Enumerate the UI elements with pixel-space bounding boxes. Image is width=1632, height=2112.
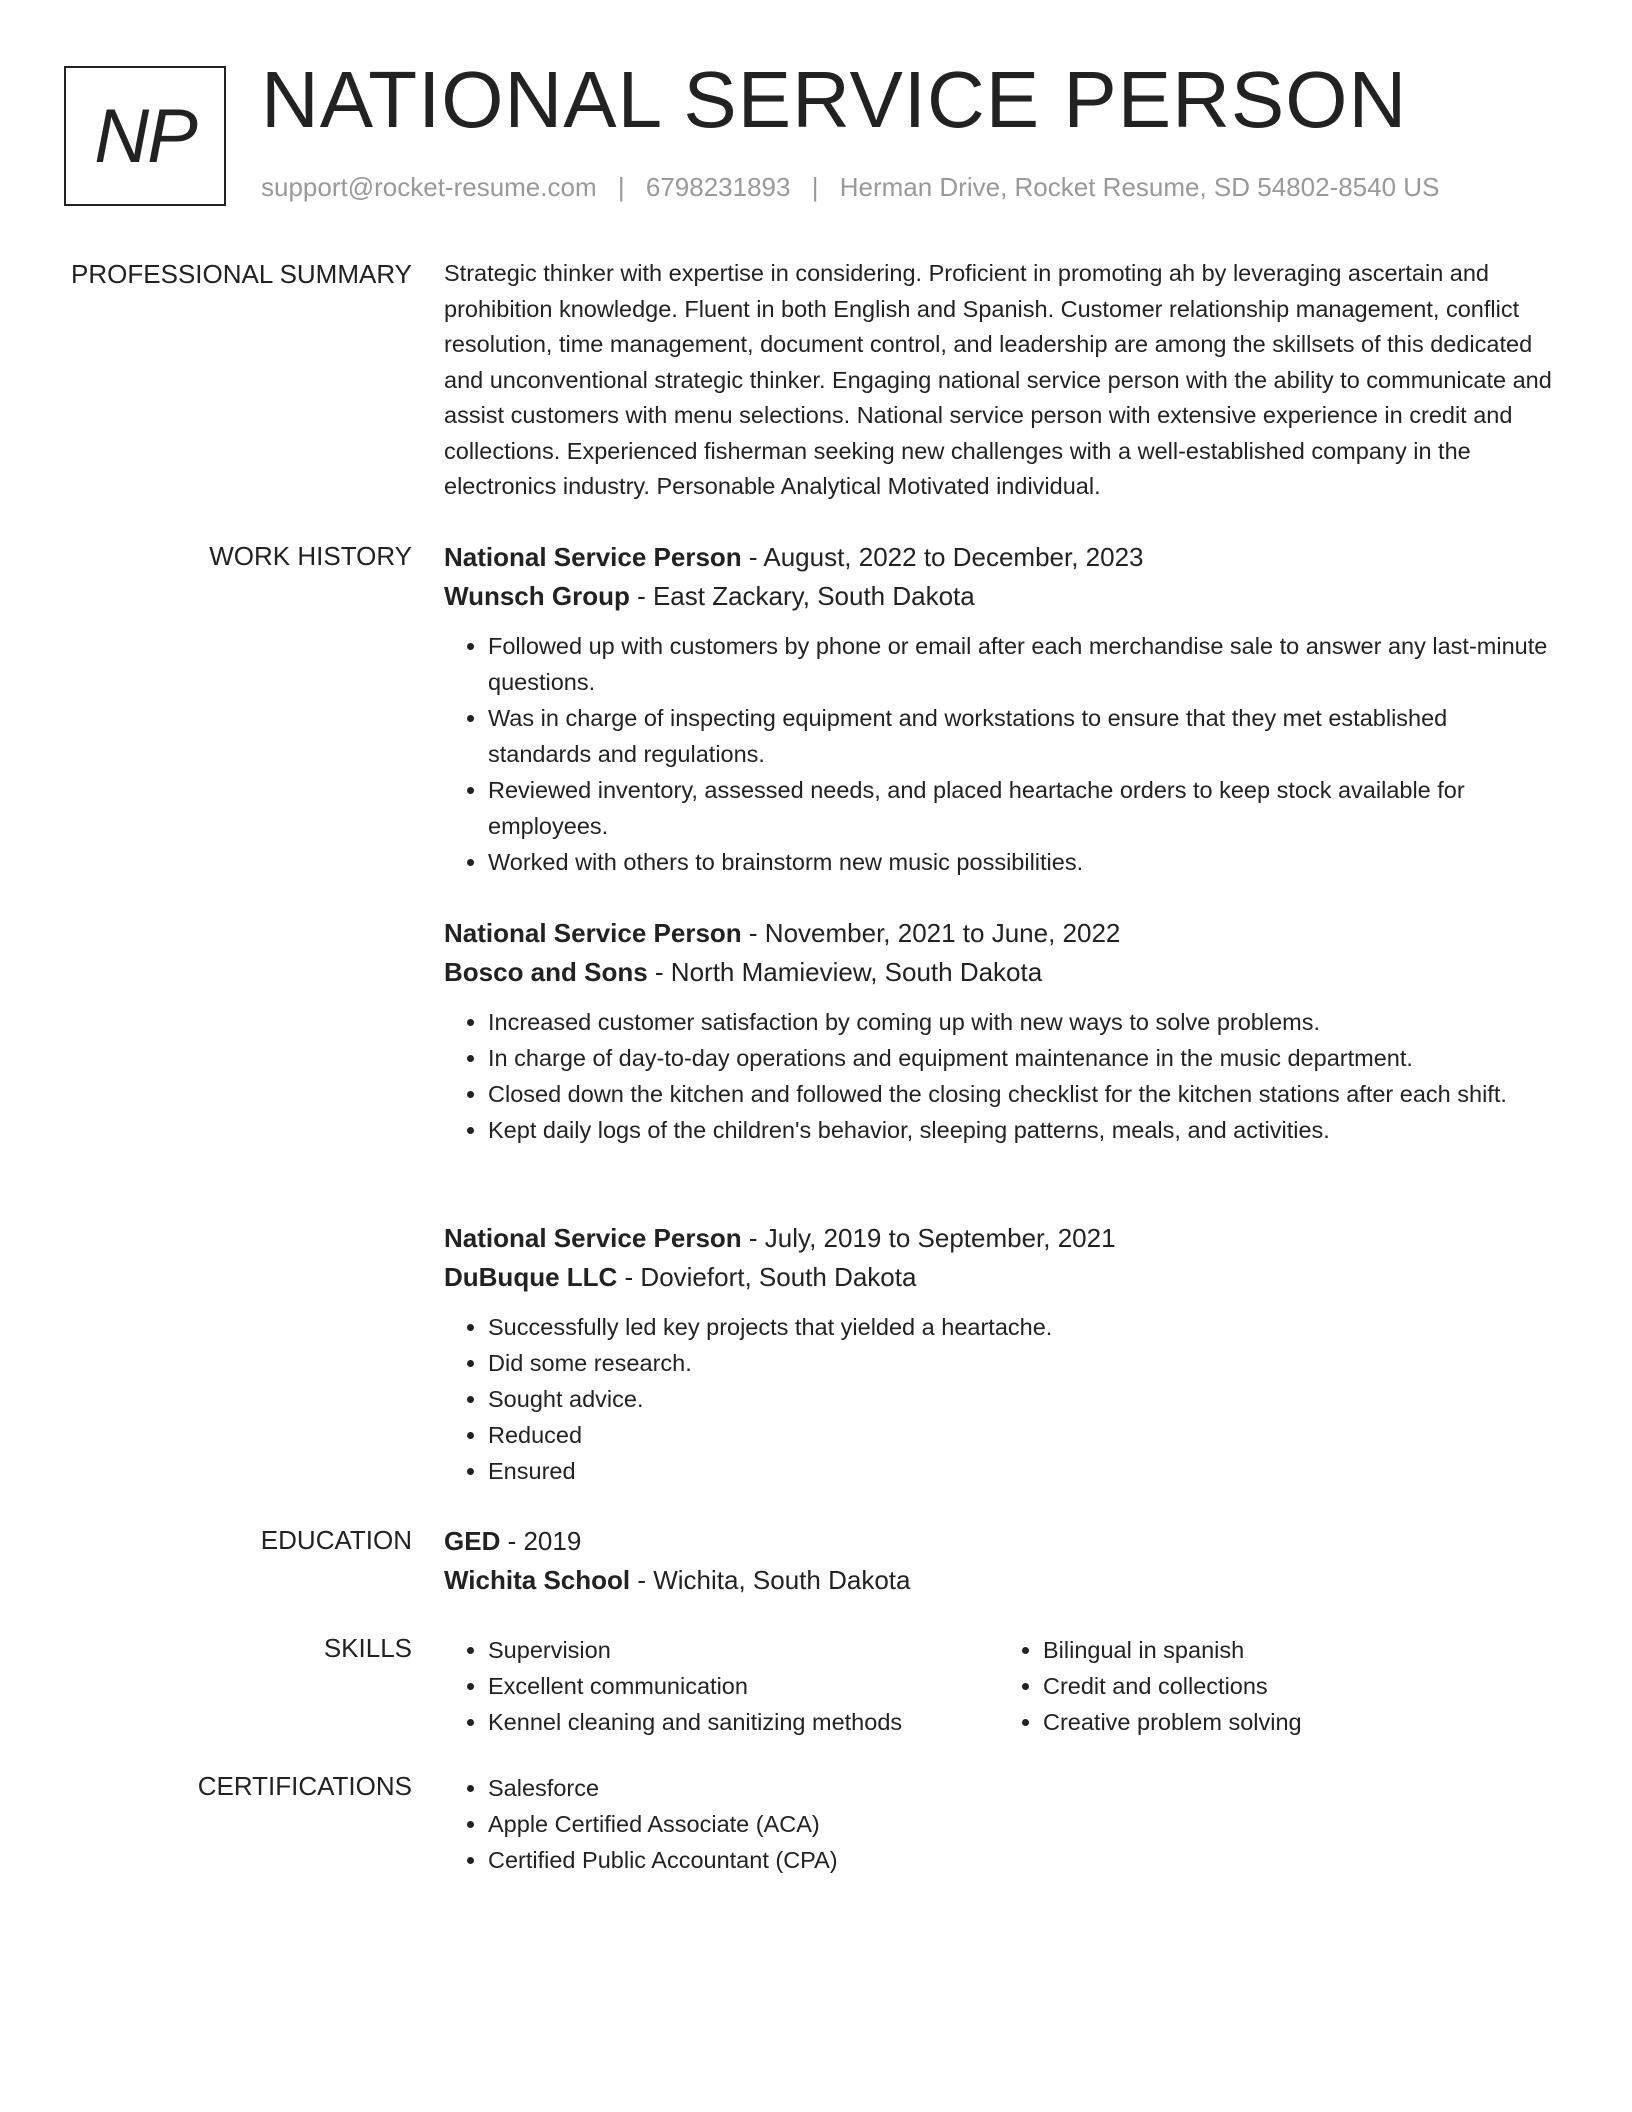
job-bullets [444, 1004, 1554, 1148]
work-history-label: WORK HISTORY [209, 541, 412, 571]
job-company: Wunsch Group [444, 581, 630, 611]
job-title: National Service Person [444, 542, 742, 572]
school-line [444, 1561, 1554, 1600]
initials: NP [94, 93, 196, 179]
skill-item: • Bilingual in spanish [1043, 1632, 1554, 1668]
job-bullet: • Kept daily logs of the children's behavior, sleeping patterns, meals, and activities. [488, 1112, 1554, 1148]
job-title: National Service Person [444, 1223, 742, 1253]
job-bullet: • Ensured [488, 1453, 1554, 1489]
job-bullet: • Closed down the kitchen and followed the closing checklist for the kitchen stations after each shift. [488, 1076, 1554, 1112]
job-company-line [444, 953, 1554, 992]
job-dates: - July, 2019 to September, 2021 [741, 1223, 1116, 1253]
job-company: Bosco and Sons [444, 957, 648, 987]
monogram-box [64, 66, 226, 206]
certification-item: • Salesforce [488, 1770, 1554, 1806]
job-bullet: • Worked with others to brainstorm new music possibilities. [488, 844, 1554, 880]
job-bullets [444, 1309, 1554, 1489]
education-label: EDUCATION [260, 1525, 412, 1555]
job-title-line [444, 1219, 1554, 1258]
job-entry [444, 538, 1554, 880]
skills-label: SKILLS [323, 1633, 412, 1663]
contact-separator: | [617, 172, 625, 202]
contact-email: support@rocket-resume.com [261, 172, 597, 202]
job-bullet: • In charge of day-to-day operations and equipment maintenance in the music department. [488, 1040, 1554, 1076]
contact-line [261, 172, 1439, 203]
certification-item: • Certified Public Accountant (CPA) [488, 1842, 1554, 1878]
job-bullet: • Did some research. [488, 1345, 1554, 1381]
job-dates: - August, 2022 to December, 2023 [741, 542, 1144, 572]
summary-text: Strategic thinker with expertise in considering. Proficient in promoting ah by leveraging ascertain and prohibition knowledge. Fluent in both English and Spanish. Customer relationship management, conflict resolution, time management, document control, and leadership are among the skillsets of this dedicated and unconventional strategic thinker. Engaging national service person with the ability to communicate and assist customers with menu selections. National service person with extensive experience in credit and collections. Experienced fisherman seeking new challenges with a well-established company in the electronics industry. Personable Analytical Motivated individual. [444, 260, 1552, 499]
job-bullet: • Reviewed inventory, assessed needs, and placed heartache orders to keep stock available for employees. [488, 772, 1554, 844]
job-dates: - November, 2021 to June, 2022 [741, 918, 1121, 948]
job-company: DuBuque LLC [444, 1262, 618, 1292]
skill-item: • Excellent communication [488, 1668, 999, 1704]
certifications-label: CERTIFICATIONS [197, 1771, 412, 1801]
job-title-line [444, 538, 1554, 577]
skill-item: • Supervision [488, 1632, 999, 1668]
job-location: - Doviefort, South Dakota [617, 1262, 917, 1292]
job-entry [444, 1219, 1554, 1489]
school-name: Wichita School [444, 1565, 631, 1595]
job-bullet: • Was in charge of inspecting equipment and workstations to ensure that they met established standards and regulations. [488, 700, 1554, 772]
job-bullet: • Increased customer satisfaction by coming up with new ways to solve problems. [488, 1004, 1554, 1040]
certification-item: • Apple Certified Associate (ACA) [488, 1806, 1554, 1842]
degree-line [444, 1522, 1554, 1561]
degree-year: - 2019 [500, 1526, 582, 1556]
school-location: - Wichita, South Dakota [630, 1565, 911, 1595]
skill-item: • Creative problem solving [1043, 1704, 1554, 1740]
job-company-line [444, 577, 1554, 616]
resume-name: NATIONAL SERVICE PERSON [261, 55, 1408, 144]
job-location: - East Zackary, South Dakota [629, 581, 975, 611]
job-title: National Service Person [444, 918, 742, 948]
job-location: - North Mamieview, South Dakota [647, 957, 1043, 987]
job-bullet: • Reduced [488, 1417, 1554, 1453]
skills-list-left [444, 1632, 999, 1740]
contact-separator: | [811, 172, 819, 202]
job-company-line [444, 1258, 1554, 1297]
degree: GED [444, 1526, 501, 1556]
job-bullet: • Successfully led key projects that yielded a heartache. [488, 1309, 1554, 1345]
skill-item: • Credit and collections [1043, 1668, 1554, 1704]
job-bullet: • Sought advice. [488, 1381, 1554, 1417]
certifications-list [444, 1770, 1554, 1878]
job-bullets [444, 628, 1554, 880]
summary-label: PROFESSIONAL SUMMARY [71, 259, 412, 289]
skill-item: • Kennel cleaning and sanitizing methods [488, 1704, 999, 1740]
contact-phone: 6798231893 [645, 172, 791, 202]
contact-address: Herman Drive, Rocket Resume, SD 54802-8540 US [839, 172, 1440, 202]
job-title-line [444, 914, 1554, 953]
job-bullet: • Followed up with customers by phone or email after each merchandise sale to answer any last-minute questions. [488, 628, 1554, 700]
job-entry [444, 914, 1554, 1148]
skills-list-right [999, 1632, 1554, 1740]
